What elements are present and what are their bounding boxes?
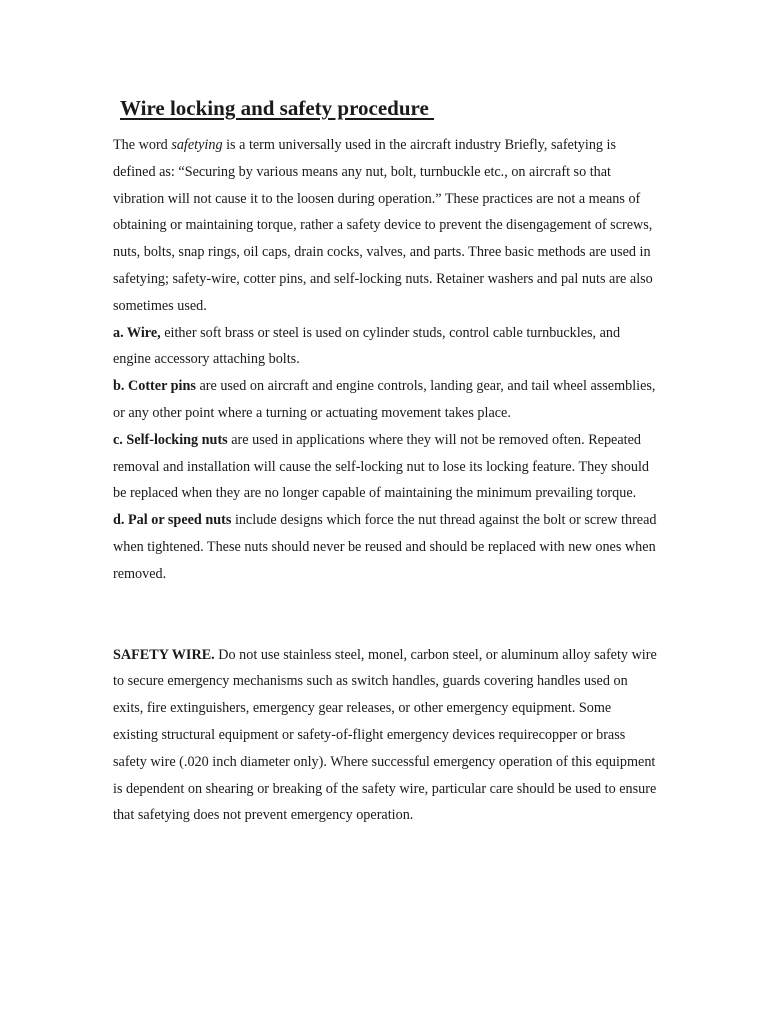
item-label: a. Wire, [113, 324, 161, 341]
paragraph-spacer [113, 588, 658, 642]
intro-text-before: The word [113, 137, 172, 153]
document-page [113, 94, 658, 829]
item-text: include designs which force the nut thread against the bolt or screw thread when tightened. These nuts should never be reused and should be replaced with new ones when removed. [113, 512, 657, 582]
item-cotter-pins [113, 373, 658, 427]
intro-paragraph [113, 132, 658, 320]
item-label: c. Self-locking nuts [113, 431, 228, 448]
safety-wire-paragraph [113, 642, 658, 830]
item-label: b. Cotter pins [113, 378, 196, 395]
item-wire [113, 320, 658, 374]
safety-wire-text: Do not use stainless steel, monel, carbon steel, or aluminum alloy safety wire to secure emergency mechanisms such as switch handles, guards covering handles used on exits, fire extinguishers, emergency gear releases, or other emergency equipment. Some existing structural equipment or safety-of-flight emergency devices requirecopper or brass safety wire (.020 inch diameter only). Where successful emergency operation of this equipment is dependent on shearing or breaking of the safety wire, particular care should be used to ensure that safetying does not prevent emergency operation. [113, 646, 657, 824]
safety-wire-label: SAFETY WIRE. [113, 646, 215, 663]
intro-term: safetying [171, 137, 223, 153]
item-text: either soft brass or steel is used on cylinder studs, control cable turnbuckles, and engine accessory attaching bolts. [113, 324, 621, 368]
item-self-locking-nuts [113, 427, 658, 507]
item-pal-speed-nuts [113, 507, 658, 587]
item-label: d. Pal or speed nuts [113, 512, 232, 529]
intro-text-after: is a term universally used in the aircraft industry Briefly, safetying is defined as: “Securing by various means any nut, bolt, turnbuckle etc., on aircraft so that vibration will not cause it to the loosen during operation.” These practices are not a means of obtaining or maintaining torque, rather a safety device to prevent the disengagement of screws, nuts, bolts, snap rings, oil caps, drain cocks, valves, and parts. Three basic methods are used in safetying; safety-wire, cotter pins, and self-locking nuts. Retainer washers and pal nuts are also sometimes used. [113, 137, 653, 314]
item-text: are used on aircraft and engine controls, landing gear, and tail wheel assemblies, or any other point where a turning or actuating movement takes place. [113, 378, 656, 421]
item-text: are used in applications where they will not be removed often. Repeated removal and installation will cause the self-locking nut to lose its locking feature. They should be replaced when they are no longer capable of maintaining the minimum prevailing torque. [113, 431, 649, 502]
document-title: Wire locking and safety procedure [120, 96, 435, 120]
